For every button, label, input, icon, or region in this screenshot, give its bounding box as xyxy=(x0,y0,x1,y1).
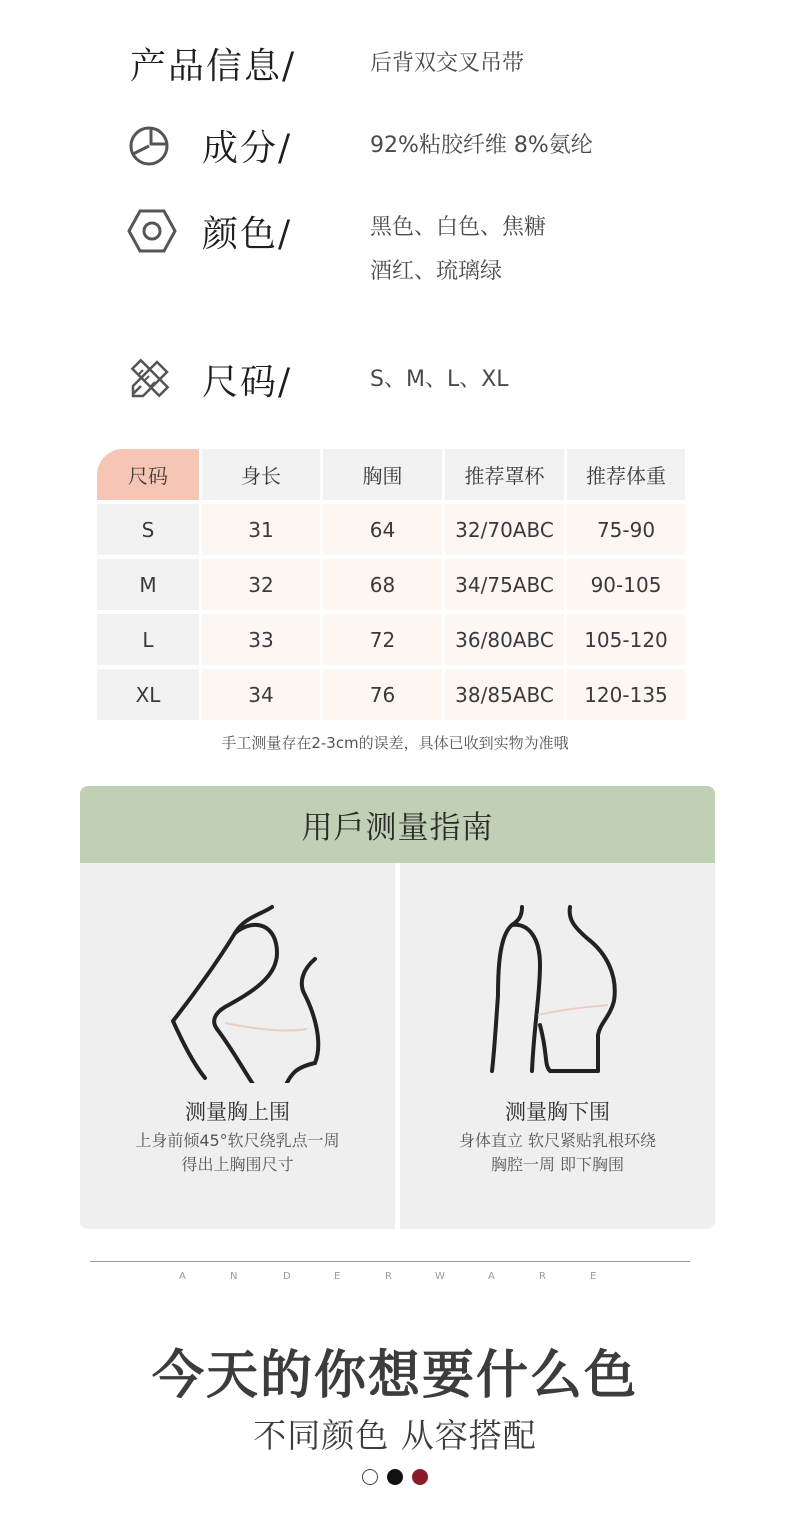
color-swatch-wine[interactable] xyxy=(412,1469,428,1485)
brand-letter: E xyxy=(334,1271,341,1282)
size-label: 尺码/ xyxy=(202,362,293,403)
promo-title: 今天的你想要什么色 xyxy=(151,1346,638,1406)
color-label: 颜色/ xyxy=(202,214,293,255)
size-table xyxy=(97,449,685,724)
header-cell: 胸围 xyxy=(323,449,442,500)
table-row xyxy=(97,669,685,720)
brand-letter: N xyxy=(230,1271,238,1282)
header-cell: 推荐体重 xyxy=(567,449,685,500)
brand-letter: R xyxy=(385,1271,392,1282)
color-value-line1: 黑色、白色、焦糖 xyxy=(370,215,547,240)
table-header-row xyxy=(97,449,685,500)
table-cell: 68 xyxy=(323,559,442,610)
hexagon-nut-icon xyxy=(127,208,177,254)
table-row xyxy=(97,504,685,555)
guide-under-bust xyxy=(400,863,715,1229)
product-info-label: 产品信息/ xyxy=(130,46,297,87)
under-bust-desc-line2: 胸腔一周 即下胸围 xyxy=(490,1155,625,1174)
composition-label: 成分/ xyxy=(202,128,293,169)
table-row xyxy=(97,559,685,610)
brand-letter: A xyxy=(179,1271,186,1282)
table-cell: 72 xyxy=(323,614,442,665)
brand-letter: W xyxy=(435,1271,445,1282)
table-cell: 120-135 xyxy=(567,669,685,720)
pie-chart-icon xyxy=(127,124,171,168)
upper-bust-title: 测量胸上围 xyxy=(185,1100,290,1124)
table-cell: 75-90 xyxy=(567,504,685,555)
upper-bust-desc-line2: 得出上胸围尺寸 xyxy=(181,1155,294,1174)
composition-value: 92%粘胶纤维 8%氨纶 xyxy=(370,133,593,158)
table-cell: XL xyxy=(97,669,199,720)
size-value: S、M、L、XL xyxy=(370,367,509,392)
table-cell: 33 xyxy=(202,614,320,665)
table-cell: S xyxy=(97,504,199,555)
table-cell: 64 xyxy=(323,504,442,555)
header-cell: 尺码 xyxy=(97,449,199,500)
brand-letter: R xyxy=(539,1271,546,1282)
standing-figure-icon xyxy=(478,905,638,1085)
divider-line xyxy=(90,1261,690,1262)
table-cell: 32/70ABC xyxy=(445,504,564,555)
header-cell: 身长 xyxy=(202,449,320,500)
brand-letter: A xyxy=(488,1271,495,1282)
table-cell: 34 xyxy=(202,669,320,720)
table-cell: 38/85ABC xyxy=(445,669,564,720)
table-cell: M xyxy=(97,559,199,610)
pencil-ruler-icon xyxy=(127,356,173,402)
table-cell: 34/75ABC xyxy=(445,559,564,610)
lean-forward-figure-icon xyxy=(165,903,335,1083)
color-swatch-black[interactable] xyxy=(387,1469,403,1485)
table-cell: 90-105 xyxy=(567,559,685,610)
table-cell: 76 xyxy=(323,669,442,720)
under-bust-desc xyxy=(400,1129,715,1177)
upper-bust-desc-line1: 上身前倾45°软尺绕乳点一周 xyxy=(135,1131,340,1150)
header-cell: 推荐罩杯 xyxy=(445,449,564,500)
upper-bust-desc xyxy=(80,1129,395,1177)
guide-upper-bust xyxy=(80,863,395,1229)
product-info-value: 后背双交叉吊带 xyxy=(370,51,525,76)
guide-title: 用戶测量指南 xyxy=(80,786,715,863)
under-bust-desc-line1: 身体直立 软尺紧贴乳根环绕 xyxy=(458,1131,657,1150)
table-cell: L xyxy=(97,614,199,665)
table-cell: 36/80ABC xyxy=(445,614,564,665)
brand-letter: D xyxy=(283,1271,291,1282)
color-value-line2: 酒红、琉璃绿 xyxy=(370,259,503,284)
promo-subtitle: 不同颜色 从容搭配 xyxy=(253,1416,537,1455)
under-bust-title: 测量胸下围 xyxy=(505,1100,610,1124)
measurement-guide xyxy=(80,786,715,1229)
table-row xyxy=(97,614,685,665)
table-cell: 105-120 xyxy=(567,614,685,665)
measurement-note: 手工测量存在2-3cm的误差，具体已收到实物为准哦 xyxy=(221,734,569,752)
table-cell: 32 xyxy=(202,559,320,610)
brand-letter: E xyxy=(590,1271,597,1282)
table-cell: 31 xyxy=(202,504,320,555)
color-swatch-white[interactable] xyxy=(362,1469,378,1485)
